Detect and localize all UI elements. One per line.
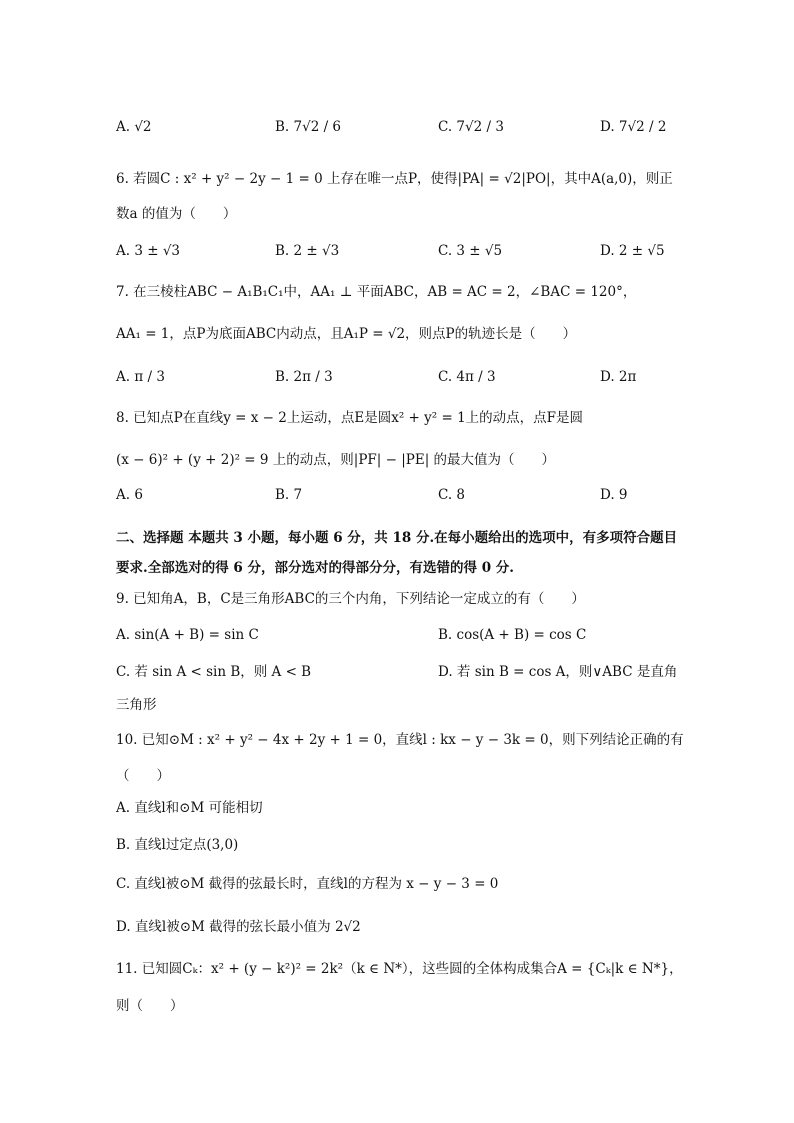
q9-option-c: C. 若 sin A < sin B，则 A < B	[116, 664, 312, 680]
q5-option-d: D. 7√2 / 2	[600, 119, 667, 135]
q7-option-d: D. 2π	[600, 369, 637, 385]
q7-option-a: A. π / 3	[116, 369, 165, 385]
section-2-heading-line-1: 二、选择题 本题共 3 小题，每小题 6 分，共 18 分.在每小题给出的选项中，有多项符合题目	[116, 530, 678, 546]
q5-option-b: B. 7√2 / 6	[275, 119, 342, 135]
q8-option-d: D. 9	[600, 487, 628, 503]
q11-stem-line-1: 11. 已知圆Cₖ：x² + (y − k²)² = 2k²（k ∈ N*），这些圆的全体构成集合A = {Cₖ|k ∈ N*}，	[116, 961, 683, 977]
q6-option-a: A. 3 ± √3	[116, 243, 181, 259]
q10-option-b: B. 直线l过定点(3,0)	[116, 837, 239, 853]
q6-stem-line-2: 数a 的值为（ ）	[116, 206, 237, 222]
q10-option-c: C. 直线l被⊙M 截得的弦最长时，直线l的方程为 x − y − 3 = 0	[116, 876, 499, 892]
q8-option-b: B. 7	[275, 487, 303, 503]
q9-option-b: B. cos(A + B) = cos C	[438, 627, 587, 643]
q7-stem-line-1: 7. 在三棱柱ABC − A₁B₁C₁中，AA₁ ⊥ 平面ABC，AB = AC = 2，∠BAC = 120°，	[116, 284, 637, 300]
section-2-heading-line-2: 要求.全部选对的得 6 分，部分选对的得部分分，有选错的得 0 分.	[116, 560, 514, 576]
q6-option-d: D. 2 ± √5	[600, 243, 665, 259]
q10-stem-line-1: 10. 已知⊙M : x² + y² − 4x + 2y + 1 = 0，直线l : kx − y − 3k = 0，则下列结论正确的有	[116, 732, 684, 748]
q7-stem-line-2: AA₁ = 1，点P为底面ABC内动点，且A₁P = √2，则点P的轨迹长是（ ）	[116, 326, 577, 342]
q11-stem-line-2: 则（ ）	[116, 998, 184, 1014]
q8-stem-line-2: (x − 6)² + (y + 2)² = 9 上的动点，则|PF| − |PE| 的最大值为（ ）	[116, 452, 556, 468]
q8-stem-line-1: 8. 已知点P在直线y = x − 2上运动，点E是圆x² + y² = 1上的动点，点F是圆	[116, 410, 584, 426]
q9-option-d-line-1: D. 若 sin B = cos A，则∨ABC 是直角	[438, 664, 678, 680]
q5-option-a: A. √2	[116, 119, 152, 135]
q9-option-d-line-2: 三角形	[116, 697, 157, 713]
q6-stem-line-1: 6. 若圆C : x² + y² − 2y − 1 = 0 上存在唯一点P，使得|PA| = √2|PO|，其中A(a,0)，则正	[116, 171, 673, 187]
q7-option-c: C. 4π / 3	[438, 369, 496, 385]
q9-option-a: A. sin(A + B) = sin C	[116, 627, 259, 643]
q9-stem: 9. 已知角A，B，C是三角形ABC的三个内角，下列结论一定成立的有（ ）	[116, 591, 585, 607]
q5-option-c: C. 7√2 / 3	[438, 119, 504, 135]
q7-option-b: B. 2π / 3	[275, 369, 333, 385]
q10-stem-line-2: （ ）	[116, 768, 170, 784]
q6-option-b: B. 2 ± √3	[275, 243, 340, 259]
q8-option-a: A. 6	[116, 487, 143, 503]
q10-option-a: A. 直线l和⊙M 可能相切	[116, 800, 263, 816]
q10-option-d: D. 直线l被⊙M 截得的弦长最小值为 2√2	[116, 919, 361, 935]
q6-option-c: C. 3 ± √5	[438, 243, 503, 259]
q8-option-c: C. 8	[438, 487, 466, 503]
